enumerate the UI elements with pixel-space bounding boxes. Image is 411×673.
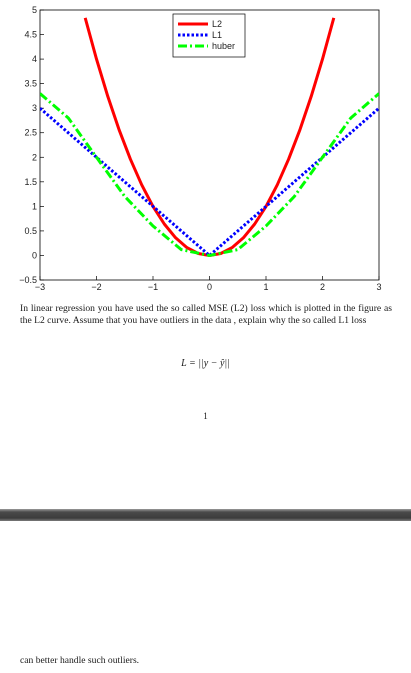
y-tick-label: 1.5 (24, 176, 37, 187)
y-tick-label: 0 (31, 250, 37, 261)
x-tick-label: 2 (319, 282, 326, 292)
y-tick-label: 1 (31, 201, 37, 212)
l1-loss-formula: L = ||y − ŷ|| (181, 358, 230, 369)
question-paragraph: In linear regression you have used the so called MSE (L2) loss which is plotted in the figure as the L2 curve. Assume that you have outliers in the data , explain why the so called L1 loss (20, 303, 392, 326)
x-tick-label: −3 (34, 282, 46, 292)
x-tick-label: 0 (206, 282, 213, 292)
y-tick-label: 3.5 (24, 78, 37, 89)
legend (173, 14, 245, 57)
y-tick-label: 3 (31, 103, 37, 114)
y-tick-label: 2.5 (24, 127, 37, 138)
y-tick-label: −0.5 (19, 275, 37, 285)
y-tick-label: 2 (31, 152, 37, 163)
x-tick-label: 3 (376, 282, 382, 292)
y-tick-label: 0.5 (24, 225, 37, 236)
x-tick-label: −2 (91, 282, 102, 292)
legend-label-huber: huber (212, 41, 236, 51)
page-separator (0, 509, 411, 521)
loss-function-chart (0, 0, 411, 300)
y-tick-label: 5 (31, 5, 37, 15)
y-tick-label: 4 (31, 54, 37, 65)
x-tick-label: −1 (147, 282, 159, 292)
x-tick-label: 1 (263, 282, 269, 292)
page-number: 1 (203, 411, 208, 421)
y-tick-label: 4.5 (24, 29, 37, 40)
legend-label-l1: L1 (212, 30, 223, 40)
legend-label-l2: L2 (212, 19, 223, 29)
continuation-text: can better handle such outliers. (20, 655, 140, 666)
